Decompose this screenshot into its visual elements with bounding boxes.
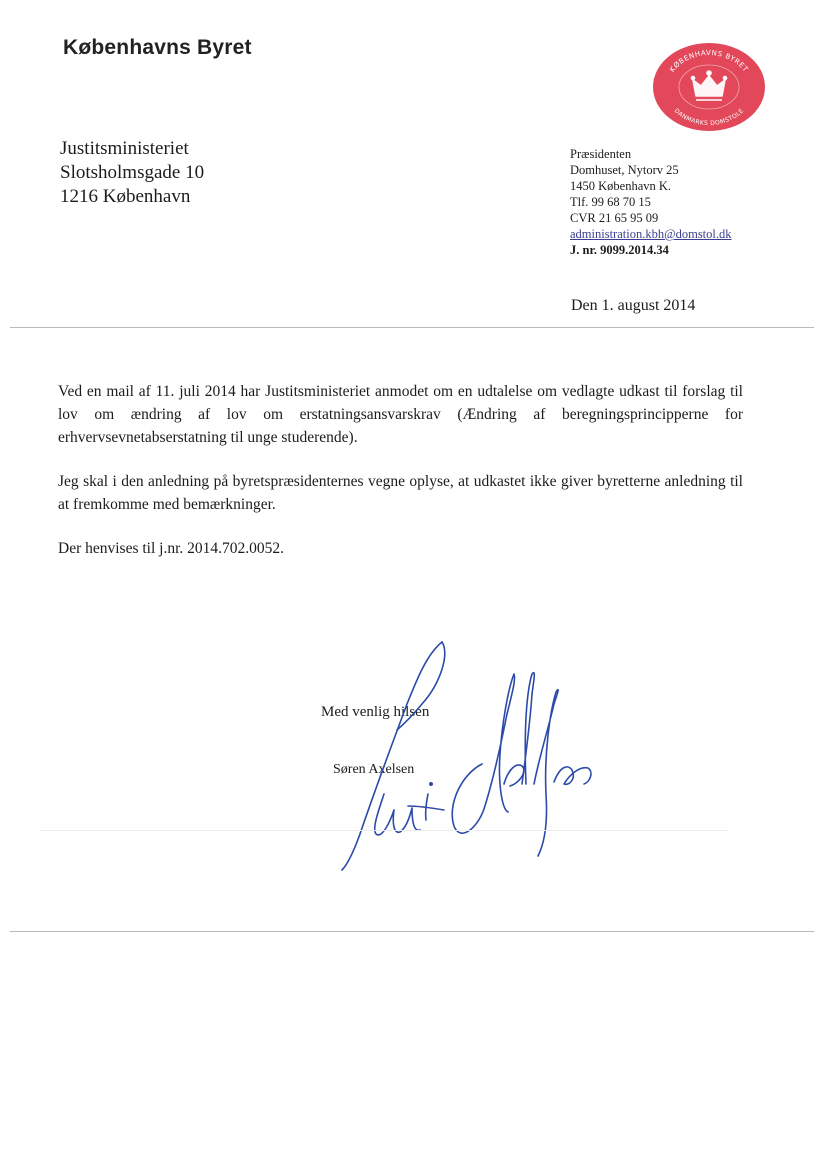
- court-seal: [652, 42, 766, 132]
- divider-faint: [40, 830, 728, 831]
- sender-city: 1450 København K.: [570, 179, 672, 193]
- seal-top-text: KØBENHAVNS BYRET: [668, 48, 750, 74]
- recipient-city: 1216 København: [60, 186, 191, 207]
- body-paragraph-3: Der henvises til j.nr. 2014.702.0052.: [58, 540, 285, 557]
- sender-email-link[interactable]: administration.kbh@domstol.dk: [570, 227, 732, 241]
- letter-date: Den 1. august 2014: [571, 297, 696, 314]
- recipient-address: [60, 137, 204, 209]
- divider-top: [10, 327, 814, 328]
- seal-bottom-text: DANMARKS DOMSTOLE: [672, 107, 746, 128]
- closing-greeting: Med venlig hilsen: [321, 704, 430, 720]
- sender-cvr: CVR 21 65 95 09: [570, 211, 659, 225]
- signer-name: Søren Axelsen: [333, 762, 415, 777]
- recipient-street: Slotsholmsgade 10: [60, 162, 205, 183]
- handwritten-signature: [332, 634, 602, 874]
- body-paragraph-1: Ved en mail af 11. juli 2014 har Justitsministeriet anmodet om en udtalelse om vedlagte udkast til forslag til lov om ændring af lov om erstatningsansvarskrav (Ændring af beregningsprincipperne for erhvervsevnetabserstatning til unge studerende).: [58, 383, 743, 446]
- recipient-name: Justitsministeriet: [60, 138, 189, 159]
- court-name: Københavns Byret: [63, 36, 252, 59]
- body-paragraph-2: Jeg skal i den anledning på byretspræsidenternes vegne oplyse, at udkastet ikke giver byretterne anledning til at fremkomme med bemærkninger.: [58, 473, 743, 513]
- sender-block: [570, 146, 732, 258]
- journal-number: J. nr. 9099.2014.34: [570, 243, 669, 257]
- sender-phone: Tlf. 99 68 70 15: [570, 195, 651, 209]
- sender-address: Domhuset, Nytorv 25: [570, 163, 679, 177]
- divider-bottom: [10, 931, 814, 932]
- sender-title: Præsidenten: [570, 147, 632, 161]
- letter-body: [58, 380, 743, 581]
